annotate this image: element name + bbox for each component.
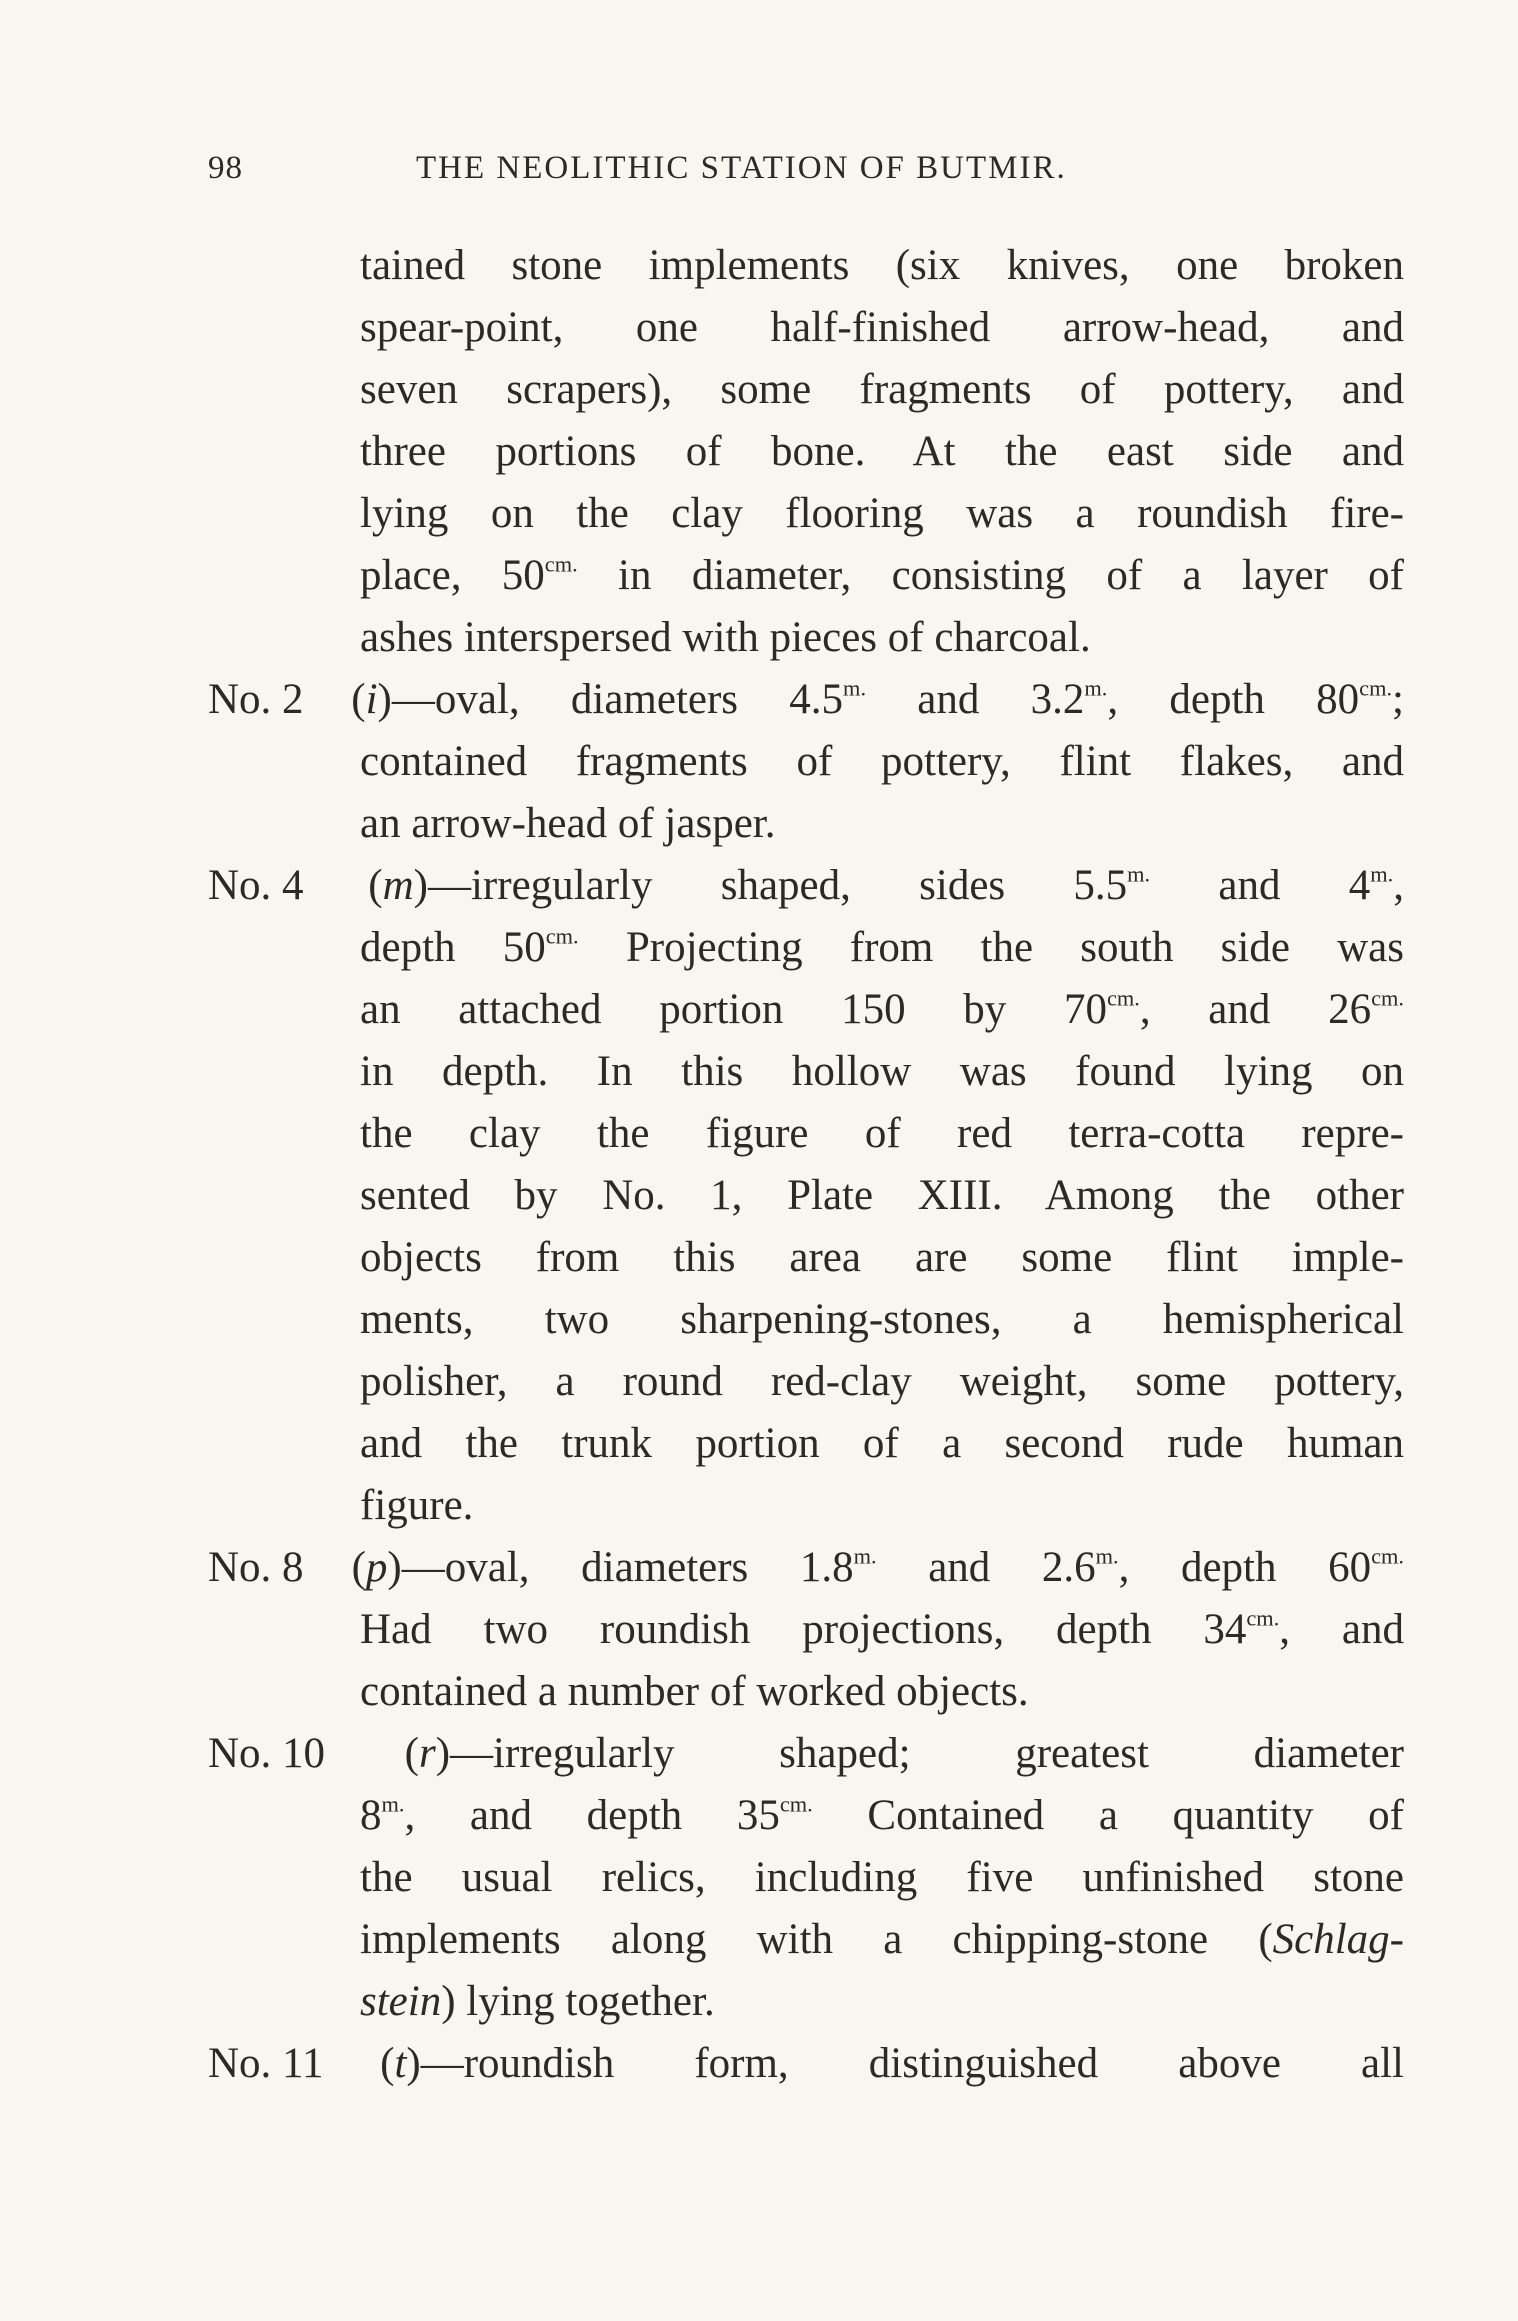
text-line: stein) lying together. [360,1978,715,2025]
text-line: sented by No. 1, Plate XIII. Among the other [360,1172,1404,1219]
entry-label: No. 2 [208,676,304,723]
entry-label: No. 8 [208,1544,304,1591]
entry-no-4-line: No. 4 (m)—irregularly shaped, sides $5.5^{m.}$ and $4^{m.}$, [208,855,1404,917]
text-line: ments, two sharpening-stones, a hemispherical [360,1296,1404,1343]
text-line: implements along with a chipping-stone (Schlag- [360,1916,1404,1963]
text-line: Had two roundish projections, depth $34^{cm.}$, and [360,1605,1404,1653]
text-line: depth $50^{cm.}$ Projecting from the south side was [360,923,1404,971]
text-line: seven scrapers), some fragments of pottery, and [360,366,1404,413]
text-line: the clay the figure of red terra-cotta repre- [360,1110,1404,1157]
text-line: three portions of bone. At the east side and [360,428,1404,475]
text-line: contained a number of worked objects. [360,1668,1029,1715]
text-line: spear-point, one half-finished arrow-head, and [360,304,1404,351]
entry-no-11-line: No. 11 (t)—roundish form, distinguished above all [208,2033,1404,2095]
text-line: polisher, a round red-clay weight, some pottery, [360,1358,1404,1405]
text-line: place, $50^{cm.}$ in diameter, consisting of a layer of [360,551,1405,599]
text-line: objects from this area are some flint imple- [360,1234,1404,1281]
text-line: ashes interspersed with pieces of charcoal. [360,614,1091,661]
entry-label: No. 4 [208,862,304,909]
text-line: contained fragments of pottery, flint flakes, and [360,738,1404,785]
entry-no-2-line: No. 2 (i)—oval, diameters $4.5^{m.}$ and $3.2^{m.}$, depth $80^{cm.}$; [208,669,1404,731]
text-line: and the trunk portion of a second rude human [360,1420,1404,1467]
text-line: $8^{m.}$, and depth $35^{cm.}$ Contained a quantity of [360,1791,1405,1839]
text-line: in depth. In this hollow was found lying on [360,1048,1404,1095]
page-title: THE NEOLITHIC STATION OF BUTMIR. [416,150,1067,186]
page-number: 98 [208,150,243,186]
running-head [208,150,1398,200]
text-line: the usual relics, including five unfinished stone [360,1854,1404,1901]
text-line: tained stone implements (six knives, one broken [360,242,1404,289]
body-text [208,235,1404,2095]
text-line: lying on the clay flooring was a roundish fire- [360,490,1404,537]
text-line: figure. [360,1482,474,1529]
entry-no-8-line: No. 8 (p)—oval, diameters $1.8^{m.}$ and $2.6^{m.}$, depth $60^{cm.}$ [208,1537,1404,1599]
text-line: an attached portion 150 by $70^{cm.}$, and $26^{cm.}$ [360,985,1404,1033]
entry-no-10-line: No. 10 (r)—irregularly shaped; greatest diameter [208,1723,1404,1785]
entry-label: No. 10 [208,1730,326,1777]
entry-label: No. 11 [208,2040,324,2087]
text-line: an arrow-head of jasper. [360,800,776,847]
